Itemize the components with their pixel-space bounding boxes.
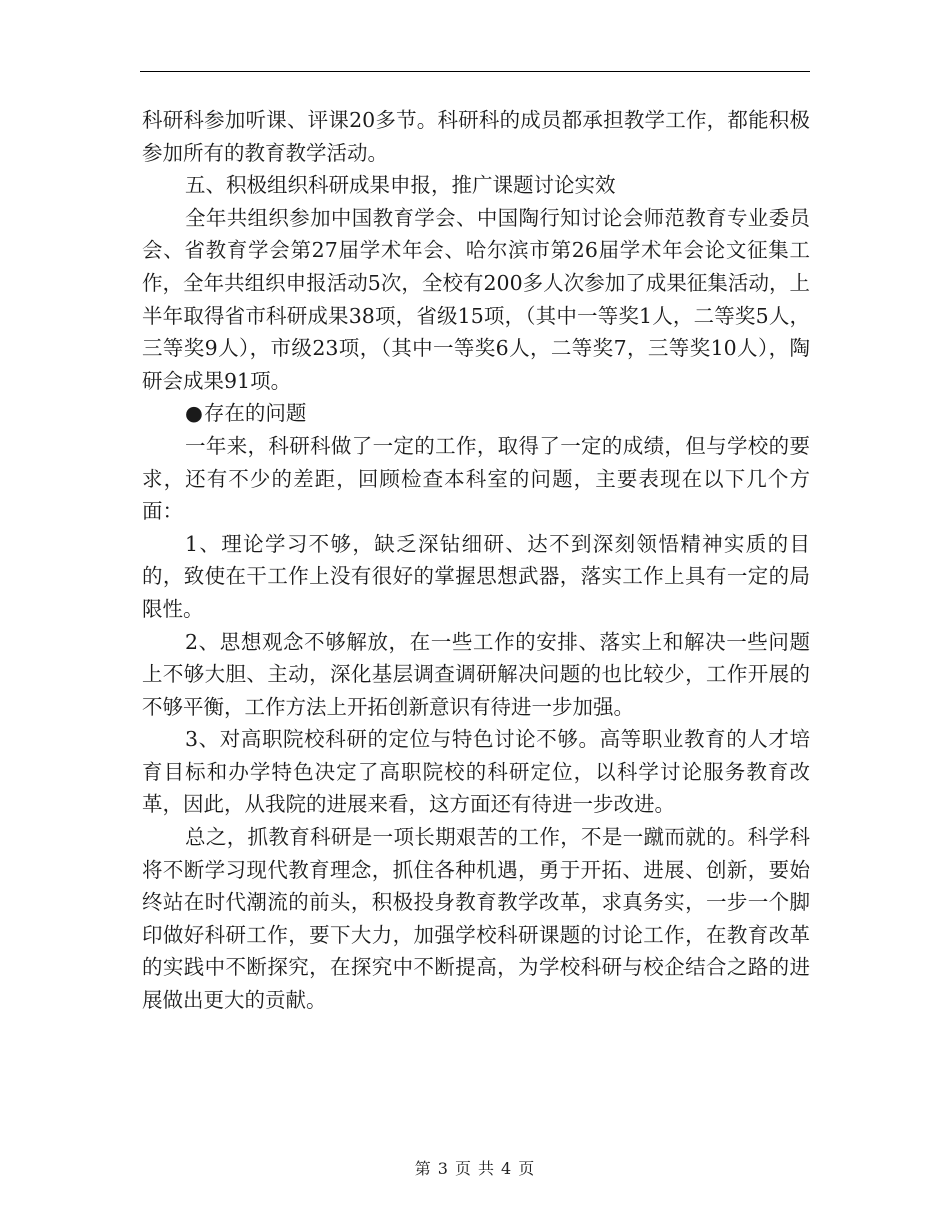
paragraph-problems-intro: 一年来，科研科做了一定的工作，取得了一定的成绩，但与学校的要求，还有不少的差距，回顾检查本科室的问题，主要表现在以下几个方面：	[142, 433, 810, 524]
footer-total-label: 共	[478, 1159, 496, 1178]
footer-prefix: 第	[414, 1159, 432, 1178]
footer-suffix: 页	[518, 1159, 536, 1178]
paragraph-conclusion: 总之，抓教育科研是一项长期艰苦的工作，不是一蹴而就的。科学科将不断学习现代教育理念，抓住各种机遇，勇于开拓、进展、创新，要始终站在时代潮流的前头，积极投身教育教学改革，求真务实，一步一个脚印做好科研工作，要下大力，加强学校科研课题的讨论工作，在教育改革的实践中不断探究，在探究中不断提高，为学校科研与校企结合之路的进展做出更大的贡献。	[142, 825, 810, 1013]
bullet-icon: ●	[185, 401, 203, 426]
section-heading-five: 五、积极组织科研成果申报，推广课题讨论实效	[185, 173, 616, 198]
paragraph-research-results: 全年共组织参加中国教育学会、中国陶行知讨论会师范教育专业委员会、省教育学会第27届学术年会、哈尔滨市第26届学术年会论文征集工作，全年共组织申报活动5次，全校有200多人次参加了成果征集活动，上半年取得省市科研成果38项，省级15项，（其中一等奖1人，二等奖5人，三等奖9人），市级23项，（其中一等奖6人，二等奖7，三等奖10人），陶研会成果91项。	[142, 205, 810, 393]
footer-total-pages: 4	[501, 1159, 513, 1178]
section-heading-problems-text: 存在的问题	[203, 401, 307, 426]
page-footer	[0, 1156, 950, 1179]
header-rule	[140, 71, 810, 72]
document-body	[142, 104, 810, 1017]
footer-page-label: 页	[454, 1159, 472, 1178]
paragraph-problem-2: 2、思想观念不够解放，在一些工作的安排、落实上和解决一些问题上不够大胆、主动，深化基层调查调研解决问题的也比较少，工作开展的不够平衡，工作方法上开拓创新意识有待进一步加强。	[142, 629, 810, 719]
paragraph-problem-3: 3、对高职院校科研的定位与特色讨论不够。高等职业教育的人才培育目标和办学特色决定了高职院校的科研定位，以科学讨论服务教育改革，因此，从我院的进展来看，这方面还有待进一步改进。	[142, 727, 810, 817]
section-heading-problems	[142, 397, 810, 430]
paragraph-continuation: 科研科参加听课、评课20多节。科研科的成员都承担教学工作，都能积极参加所有的教育教学活动。	[142, 108, 810, 165]
footer-current-page: 3	[437, 1159, 449, 1178]
paragraph-problem-1: 1、理论学习不够，缺乏深钻细研、达不到深刻领悟精神实质的目的，致使在干工作上没有很好的掌握思想武器，落实工作上具有一定的局限性。	[142, 531, 810, 621]
